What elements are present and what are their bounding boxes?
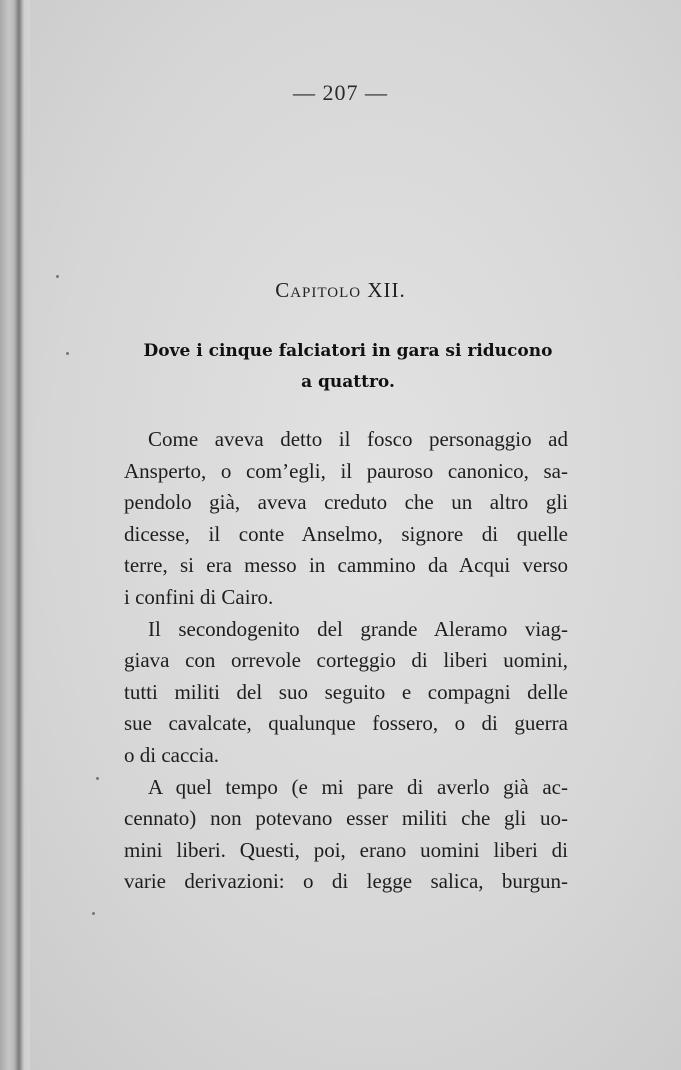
paper-speck: [66, 352, 69, 355]
text-line: o di caccia.: [124, 742, 220, 767]
text-line: giava con orrevole corteggio di liberi uomini,: [124, 648, 568, 673]
text-line: Ansperto, o com’egli, il pauroso canonico, sa-: [124, 458, 568, 483]
chapter-heading: Capitolo XII.: [275, 278, 406, 302]
text-line: A quel tempo (e mi pare di averlo già ac-: [148, 774, 568, 799]
chapter-title: [128, 336, 568, 398]
text-line: Come aveva detto il fosco personaggio ad: [148, 427, 568, 451]
text-line: i confini di Cairo.: [124, 584, 274, 609]
text-line: pendolo già, aveva creduto che un altro gli: [124, 490, 568, 515]
paragraph: [124, 772, 568, 898]
text-line: sue cavalcate, qualunque fossero, o di guerra: [124, 711, 568, 736]
text-line: tutti militi del suo seguito e compagni delle: [124, 679, 568, 704]
paper-speck: [92, 912, 95, 915]
paper-speck: [96, 777, 99, 780]
body-text: [124, 424, 568, 898]
text-line: cennato) non potevano esser militi che gli uo-: [124, 806, 568, 831]
paragraph: [124, 424, 568, 614]
book-binding-edge: [0, 0, 30, 1070]
text-line: varie derivazioni: o di legge salica, burgun-: [124, 869, 568, 894]
page-number: — 207 —: [293, 80, 388, 105]
chapter-title-line: a quattro.: [301, 372, 395, 392]
paragraph: [124, 614, 568, 772]
text-line: dicesse, il conte Anselmo, signore di quelle: [124, 521, 568, 546]
text-line: mini liberi. Questi, poi, erano uomini liberi di: [124, 837, 568, 862]
text-line: Il secondogenito del grande Aleramo viag-: [148, 616, 568, 641]
chapter-title-line: Dove i cinque falciatori in gara si riducono: [143, 341, 553, 361]
text-line: terre, si era messo in cammino da Acqui verso: [124, 553, 568, 578]
